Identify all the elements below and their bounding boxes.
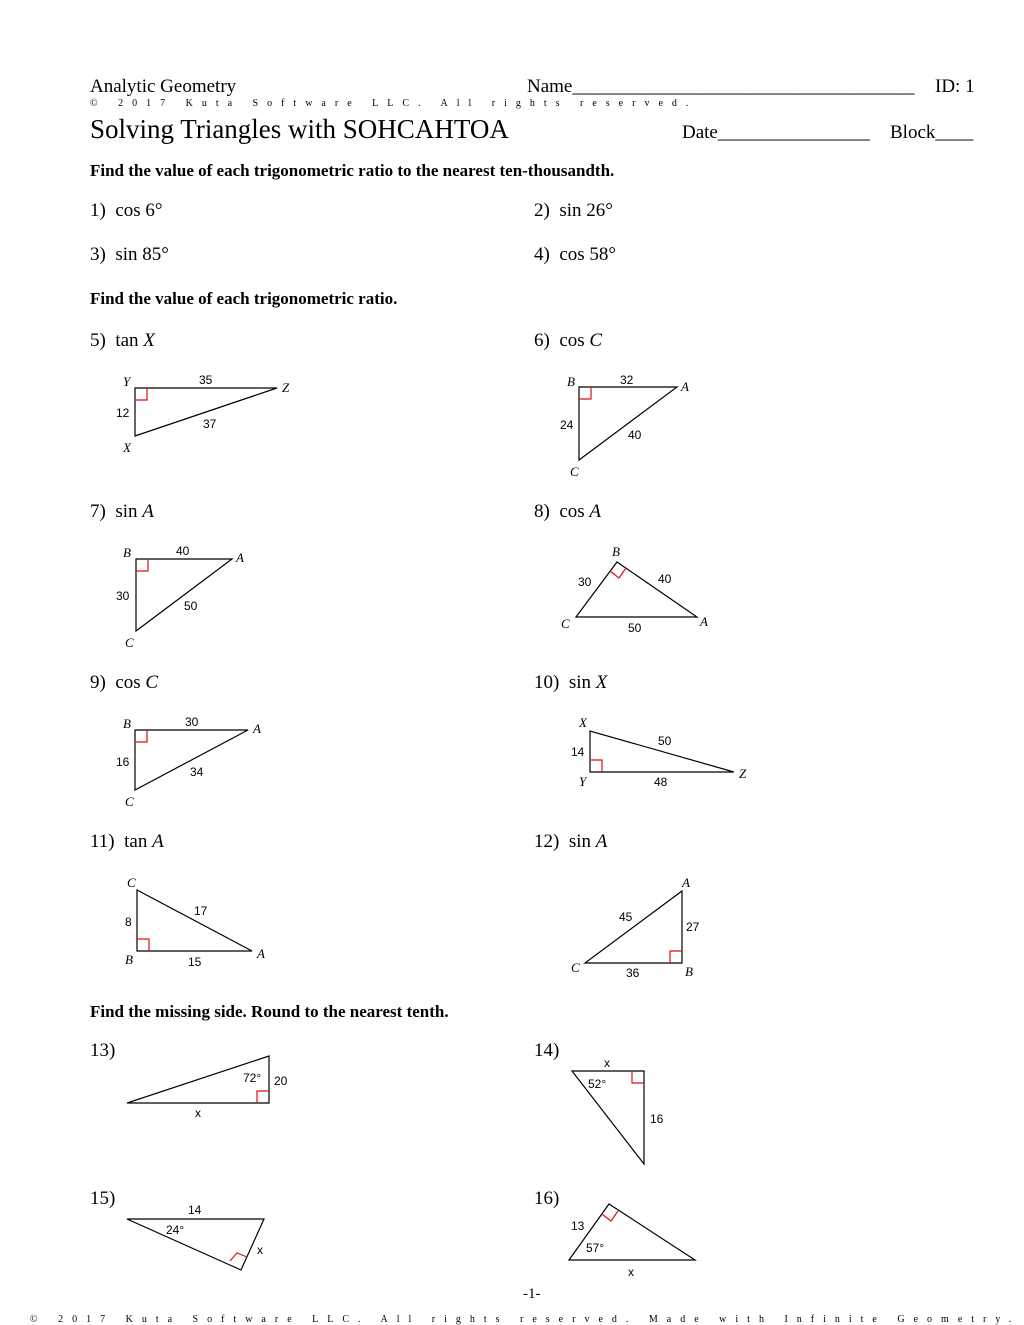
side-label: 50 <box>658 734 672 748</box>
vertex-label: C <box>571 960 580 975</box>
vertex-label: Z <box>282 380 290 395</box>
vertex-label: C <box>561 616 570 631</box>
problem-9: 9) cos C <box>90 672 159 693</box>
vertex-label: A <box>253 721 261 736</box>
section-instruction: Find the value of each trigonometric ratio. <box>90 289 398 308</box>
name-field[interactable]: Name____________________________________ <box>527 76 915 97</box>
section-instruction: Find the value of each trigonometric ratio to the nearest ten-thousandth. <box>90 161 615 180</box>
side-label: 37 <box>203 417 217 431</box>
side-label: 45 <box>619 910 633 924</box>
problem-11: 11) tan A <box>90 831 164 852</box>
vertex-label: Z <box>739 766 747 781</box>
side-label: 30 <box>185 715 199 729</box>
vertex-label: C <box>570 464 579 479</box>
vertex-label: A <box>700 614 708 629</box>
vertex-label: C <box>125 635 134 650</box>
side-label: 24 <box>560 418 574 432</box>
problem-10: 10) sin X <box>534 672 608 693</box>
vertex-label: B <box>123 716 131 731</box>
date-field[interactable]: Date________________ <box>682 122 870 143</box>
side-label: 32 <box>620 373 634 387</box>
side-label: 35 <box>199 373 213 387</box>
side-label: 36 <box>626 966 640 980</box>
side-label: 48 <box>654 775 668 789</box>
course-name: Analytic Geometry <box>90 76 237 97</box>
side-label: 13 <box>571 1219 585 1233</box>
page-number: -1- <box>523 1286 541 1302</box>
side-label: x <box>257 1243 263 1257</box>
side-label: x <box>195 1106 201 1120</box>
vertex-label: Y <box>579 774 587 789</box>
problem-12: 12) sin A <box>534 831 608 852</box>
vertex-label: A <box>681 379 689 394</box>
side-label: 30 <box>578 575 592 589</box>
vertex-label: B <box>125 952 133 967</box>
side-label: x <box>628 1265 634 1279</box>
side-label: 14 <box>571 745 585 759</box>
side-label: 16 <box>650 1112 664 1126</box>
vertex-label: X <box>579 715 587 730</box>
footer-copyright: © 2017 Kuta Software LLC. All rights reserved. Made with Infinite Geometry. <box>30 1314 1021 1325</box>
side-label: 34 <box>190 765 204 779</box>
angle-label: 52° <box>588 1077 607 1091</box>
problem-1: 1) cos 6° <box>90 200 163 221</box>
block-field[interactable]: Block____ <box>890 122 974 143</box>
angle-label: 57° <box>586 1241 605 1255</box>
side-label: 14 <box>188 1203 202 1217</box>
angle-label: 72° <box>243 1071 262 1085</box>
side-label: 20 <box>274 1074 288 1088</box>
problem-3: 3) sin 85° <box>90 244 169 265</box>
side-label: x <box>604 1056 610 1070</box>
problem-16: 16) <box>534 1188 560 1209</box>
vertex-label: B <box>685 964 693 979</box>
side-label: 27 <box>686 920 700 934</box>
problem-7: 7) sin A <box>90 501 154 522</box>
problem-4: 4) cos 58° <box>534 244 617 265</box>
side-label: 16 <box>116 755 130 769</box>
vertex-label: X <box>123 440 131 455</box>
vertex-label: C <box>127 875 136 890</box>
side-label: 50 <box>184 599 198 613</box>
side-label: 30 <box>116 589 130 603</box>
side-label: 50 <box>628 621 642 635</box>
side-label: 8 <box>125 915 132 929</box>
vertex-label: B <box>612 544 620 559</box>
side-label: 17 <box>194 904 208 918</box>
side-label: 40 <box>658 572 672 586</box>
vertex-label: A <box>682 875 690 890</box>
problem-2: 2) sin 26° <box>534 200 613 221</box>
page-title: Solving Triangles with SOHCAHTOA <box>90 114 509 144</box>
side-label: 40 <box>628 428 642 442</box>
vertex-label: C <box>125 794 134 809</box>
header-copyright: © 2017 Kuta Software LLC. All rights reserved. <box>90 98 698 109</box>
vertex-label: A <box>236 550 244 565</box>
problem-13: 13) <box>90 1040 116 1061</box>
problem-15: 15) <box>90 1188 116 1209</box>
problem-8: 8) cos A <box>534 501 602 522</box>
side-label: 12 <box>116 406 130 420</box>
vertex-label: Y <box>123 374 131 389</box>
worksheet-id: ID: 1 <box>935 76 975 97</box>
vertex-label: B <box>567 374 575 389</box>
angle-label: 24° <box>166 1223 185 1237</box>
section-instruction: Find the missing side. Round to the nearest tenth. <box>90 1002 449 1021</box>
vertex-label: B <box>123 545 131 560</box>
side-label: 40 <box>176 544 190 558</box>
problem-14: 14) <box>534 1040 560 1061</box>
vertex-label: A <box>257 946 265 961</box>
problem-5: 5) tan X <box>90 330 155 351</box>
side-label: 15 <box>188 955 202 969</box>
problem-6: 6) cos C <box>534 330 603 351</box>
